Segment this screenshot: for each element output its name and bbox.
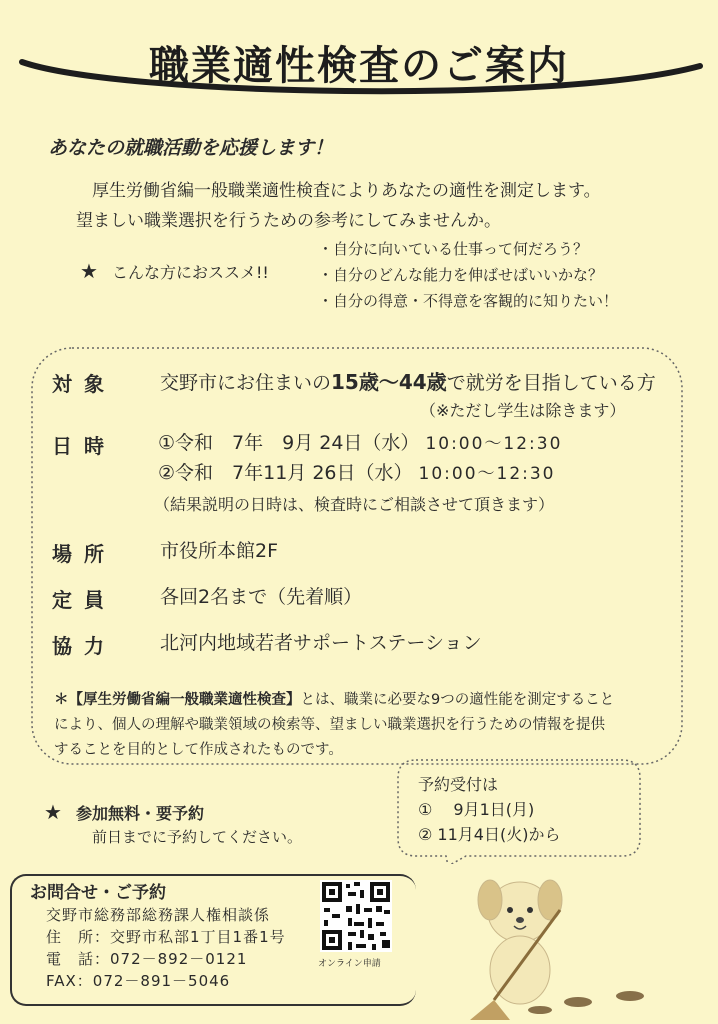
free-label: 参加無料・要予約 bbox=[75, 804, 204, 823]
page-title: 職業適性検査のご案内 bbox=[149, 43, 569, 89]
recommend-bullets bbox=[318, 236, 618, 314]
target-note: （※ただし学生は除きます） bbox=[420, 401, 626, 420]
footnote bbox=[54, 688, 674, 763]
capacity-value: 各回2名まで（先着順） bbox=[160, 586, 363, 608]
capacity-label: 定員 bbox=[52, 588, 116, 612]
cooperation-label: 協力 bbox=[52, 634, 116, 658]
target-pre: 交野市にお住まいの bbox=[160, 372, 332, 394]
date-text: ①令和 7年 9月 24日（水） bbox=[158, 432, 420, 454]
time-text: 10:00～12:30 bbox=[418, 464, 556, 484]
footnote-line: により、個人の理解や職業領域の検索等、望ましい職業選択を行うための情報を提供 bbox=[54, 717, 605, 733]
qr-code-icon[interactable] bbox=[320, 880, 392, 952]
schedule-date-2 bbox=[158, 458, 556, 485]
cooperation-value: 北河内地域若者サポートステーション bbox=[160, 632, 482, 654]
bullet-item: ・自分の得意・不得意を客観的に知りたい！ bbox=[318, 292, 619, 310]
bullet-item: ・自分に向いている仕事って何だろう？ bbox=[318, 240, 589, 258]
reservation-text bbox=[418, 772, 560, 847]
free-notice bbox=[44, 800, 204, 824]
footnote-line: とは、職業に必要な9つの適性能を測定すること bbox=[300, 692, 615, 708]
intro-line-2: 望ましい職業選択を行うための参考にしてみませんか。 bbox=[76, 211, 501, 231]
date-text: ②令和 7年11月 26日（水） bbox=[158, 462, 413, 484]
contact-phone: 電 話：072－892－0121 bbox=[46, 950, 248, 968]
target-label: 対象 bbox=[52, 372, 116, 396]
star-icon: ★ bbox=[80, 259, 98, 283]
subheading: あなたの就職活動を応援します！ bbox=[48, 137, 334, 159]
schedule-label: 日時 bbox=[52, 434, 116, 458]
free-sub: 前日までに予約してください。 bbox=[92, 828, 303, 846]
star-icon: ★ bbox=[44, 800, 62, 824]
dog-mascot-icon bbox=[450, 870, 690, 1020]
reservation-title: 予約受付は bbox=[418, 775, 499, 794]
target-value bbox=[160, 366, 656, 395]
contact-title: お問合せ・ご予約 bbox=[30, 883, 166, 903]
place-value: 市役所本館2F bbox=[160, 540, 279, 562]
intro-line-1: 厚生労働省編一般職業適性検査によりあなたの適性を測定します。 bbox=[92, 181, 601, 201]
recommend-label bbox=[80, 259, 269, 283]
time-text: 10:00～12:30 bbox=[425, 434, 563, 454]
bullet-item: ・自分のどんな能力を伸ばせばいいかな？ bbox=[318, 266, 604, 284]
schedule-note: （結果説明の日時は、検査時にご相談させて頂きます） bbox=[154, 495, 555, 514]
footnote-line: することを目的として作成されたものです。 bbox=[54, 742, 343, 758]
contact-address: 住 所：交野市私部1丁目1番1号 bbox=[46, 928, 286, 946]
qr-label: オンライン申請 bbox=[318, 959, 381, 969]
contact-dept: 交野市総務部総務課人権相談係 bbox=[46, 906, 271, 924]
reservation-line: ② 11月4日(火)から bbox=[418, 825, 561, 844]
target-age: 15歳～44歳 bbox=[331, 370, 447, 394]
contact-fax: FAX：072－891－5046 bbox=[46, 972, 231, 990]
place-label: 場所 bbox=[52, 542, 116, 566]
footnote-prefix: ＊【厚生労働省編一般職業適性検査】 bbox=[54, 692, 301, 708]
recommend-text: こんな方におススメ!! bbox=[111, 263, 269, 282]
target-post: で就労を目指している方 bbox=[446, 372, 656, 394]
schedule-date-1 bbox=[158, 428, 562, 455]
reservation-line: ① 9月1日(月) bbox=[418, 800, 535, 819]
